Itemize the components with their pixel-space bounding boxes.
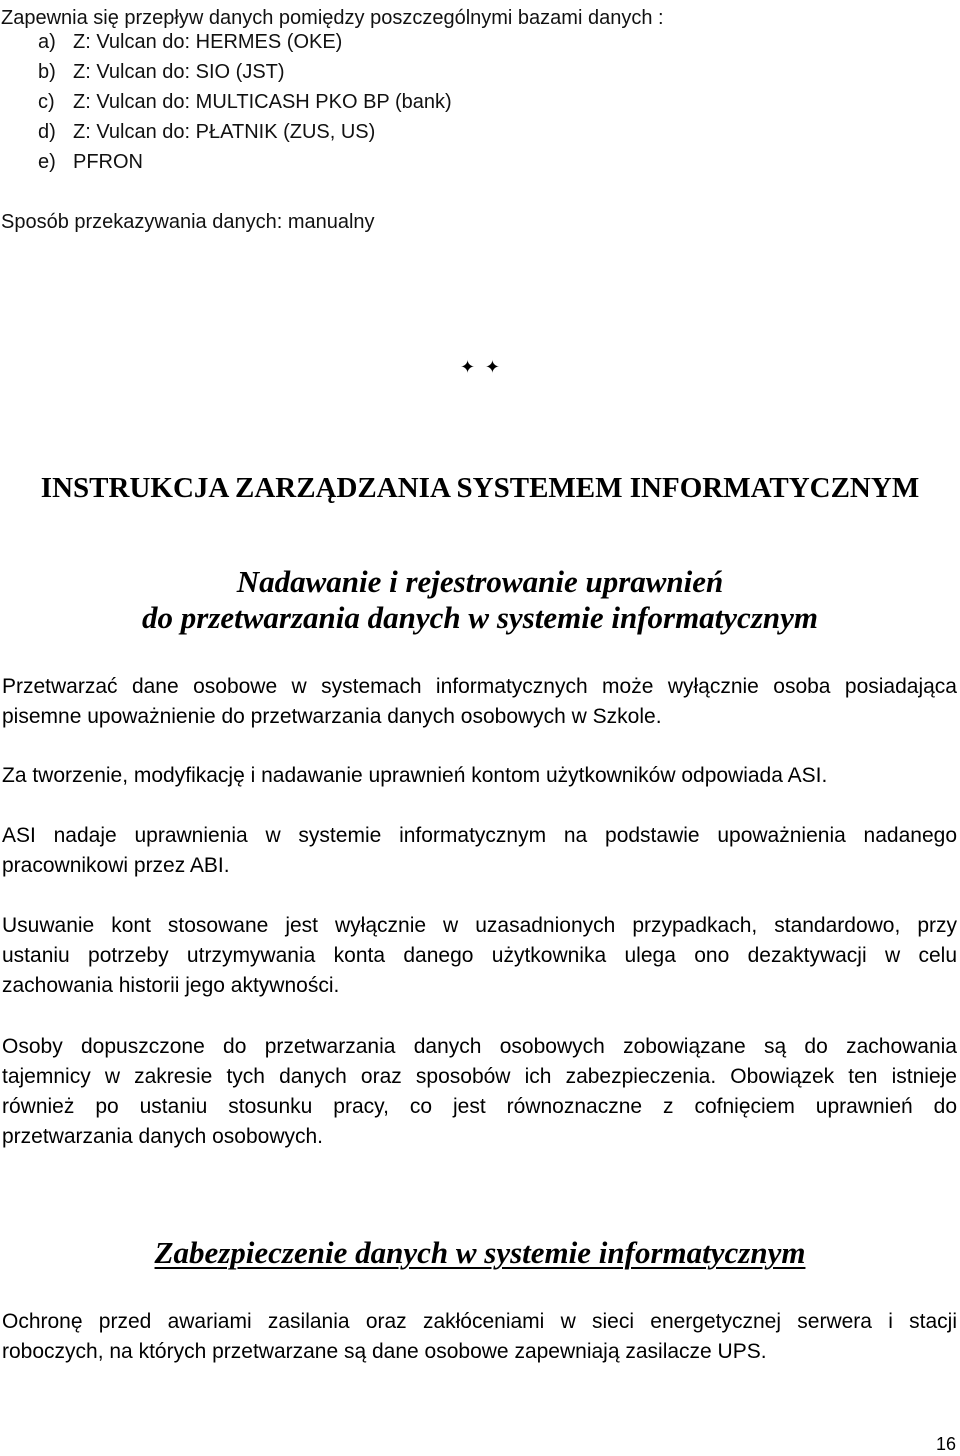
paragraph-line: ustaniu potrzeby utrzymywania konta danego użytkownika ulega ono dezaktywacji w celu (2, 944, 957, 967)
subtitle-line: Nadawanie i rejestrowanie uprawnień (236, 564, 724, 599)
list-item (0, 27, 960, 57)
section-heading (0, 1235, 960, 1271)
paragraph-line: Usuwanie kont stosowane jest wyłącznie w uzasadnionych przypadkach, standardowo, przy (2, 914, 957, 937)
paragraph-line: ASI nadaje uprawnienia w systemie informatycznym na podstawie upoważnienia nadanego (2, 824, 957, 847)
database-list (0, 27, 960, 177)
list-marker: d) (38, 121, 56, 143)
paragraph (2, 911, 957, 1001)
list-item (0, 57, 960, 87)
list-marker: c) (38, 91, 55, 113)
paragraph-line: Za tworzenie, modyfikację i nadawanie uprawnień kontom użytkowników odpowiada ASI. (2, 764, 828, 787)
section-subtitle (0, 564, 960, 636)
list-marker: b) (38, 61, 56, 83)
paragraph (2, 821, 957, 881)
list-item-text: Z: Vulcan do: MULTICASH PKO BP (bank) (73, 91, 452, 113)
list-marker: e) (38, 151, 56, 173)
list-item (0, 147, 960, 177)
paragraph-line: pisemne upoważnienie do przetwarzania danych osobowych w Szkole. (2, 705, 662, 728)
paragraph-line: Osoby dopuszczone do przetwarzania danych osobowych zobowiązane są do zachowania (2, 1035, 957, 1058)
list-item (0, 117, 960, 147)
paragraph-line: również po ustaniu stosunku pracy, co jest równoznaczne z cofnięciem uprawnień do (2, 1095, 957, 1118)
section-separator: ✦ ✦ (460, 357, 500, 378)
list-item-text: Z: Vulcan do: PŁATNIK (ZUS, US) (73, 121, 376, 143)
paragraph (2, 1307, 957, 1367)
paragraph (2, 672, 957, 732)
list-item-text: Z: Vulcan do: HERMES (OKE) (73, 31, 343, 53)
list-marker: a) (38, 31, 56, 53)
intro-lead: Zapewnia się przepływ danych pomiędzy poszczególnymi bazami danych : (1, 7, 664, 29)
paragraph-line: roboczych, na których przetwarzane są dane osobowe zapewniają zasilacze UPS. (2, 1340, 767, 1363)
section-heading-text: Zabezpieczenie danych w systemie informatycznym (154, 1235, 806, 1270)
subtitle-line: do przetwarzania danych w systemie informatycznym (142, 600, 818, 635)
paragraph-line: tajemnicy w zakresie tych danych oraz sposobów ich zabezpieczenia. Obowiązek ten istnieje (2, 1065, 957, 1088)
paragraph-line: pracownikowi przez ABI. (2, 854, 230, 877)
paragraph-line: zachowania historii jego aktywności. (2, 974, 340, 997)
page-number: 16 (935, 1434, 956, 1454)
paragraph (2, 761, 957, 791)
list-item-text: Z: Vulcan do: SIO (JST) (73, 61, 285, 83)
transfer-mode: Sposób przekazywania danych: manualny (1, 211, 375, 233)
document-title: INSTRUKCJA ZARZĄDZANIA SYSTEMEM INFORMATYCZNYM (40, 472, 920, 504)
paragraph-line: Ochronę przed awariami zasilania oraz zakłóceniami w sieci energetycznej serwera i stacji (2, 1310, 957, 1333)
paragraph (2, 1032, 957, 1152)
paragraph-line: przetwarzania danych osobowych. (2, 1125, 324, 1148)
list-item (0, 87, 960, 117)
list-item-text: PFRON (73, 151, 143, 173)
paragraph-line: Przetwarzać dane osobowe w systemach informatycznych może wyłącznie osoba posiadająca (2, 675, 957, 698)
